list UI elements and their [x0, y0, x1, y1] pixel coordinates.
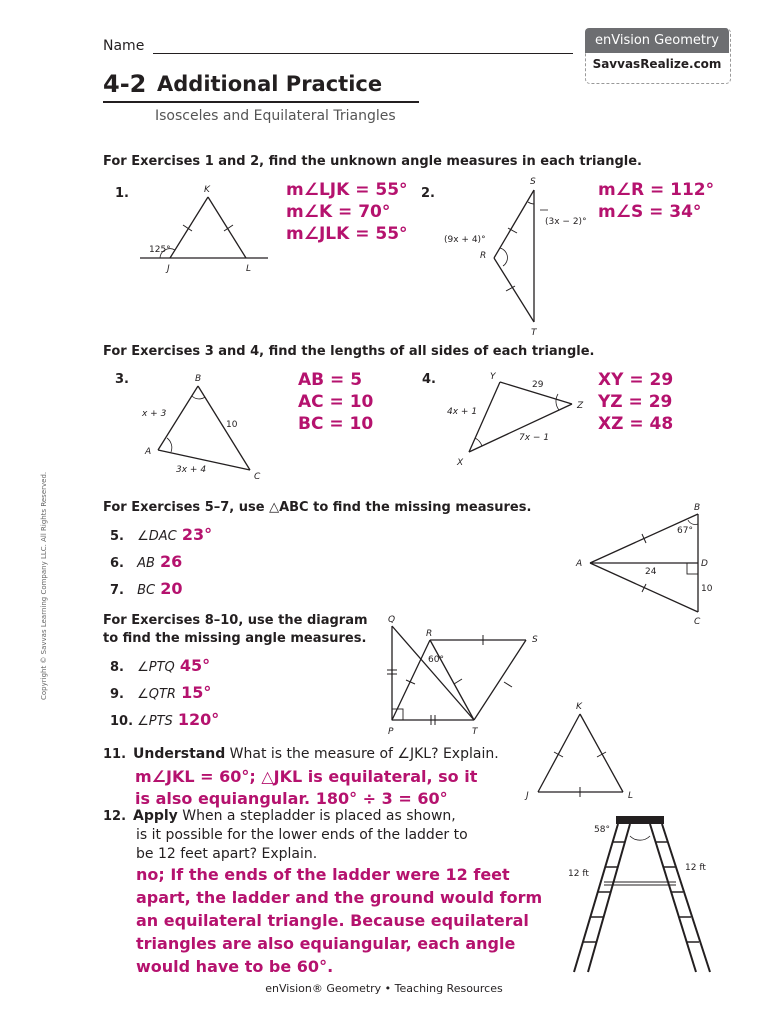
section4-instruction-line2: to find the missing angle measures.	[103, 631, 367, 646]
ex3-label-b: B	[195, 374, 202, 384]
lesson-number: 4-2	[103, 70, 147, 98]
ex5-7-label-ad: 24	[645, 567, 657, 577]
ex12-number: 12.	[103, 809, 127, 824]
ex1-label-k: K	[204, 185, 210, 195]
ex6-prompt: AB	[137, 556, 155, 571]
ex7-number: 7.	[110, 583, 124, 598]
ex5-number: 5.	[110, 529, 124, 544]
ex5-7-label-angle-b: 67°	[677, 526, 693, 536]
ex5-7-label-d: D	[701, 559, 708, 569]
ex3-answers	[298, 369, 373, 435]
ex3-answer-3: BC = 10	[298, 414, 374, 434]
ex5-7-triangle-diagram	[570, 500, 750, 630]
ex7-prompt: BC	[137, 583, 156, 598]
ex4-label-yz: 29	[532, 380, 544, 390]
ex1-triangle-diagram	[140, 180, 280, 275]
ex1-label-angle: 125°	[149, 245, 171, 255]
ex3-label-c: C	[254, 472, 261, 482]
ex7-answer: 20	[160, 579, 183, 598]
ex11-question-text: What is the measure of ∠JKL? Explain.	[229, 746, 499, 762]
ex3-label-bc: 10	[226, 420, 238, 430]
page-subtitle: Isosceles and Equilateral Triangles	[155, 108, 396, 124]
ex4-answer-3: XZ = 48	[598, 414, 674, 434]
stepladder-label-angle: 58°	[594, 825, 610, 835]
ex4-label-y: Y	[490, 372, 496, 382]
ex11-answer-line2: is also equiangular. 180° ÷ 3 = 60°	[135, 789, 448, 808]
ex3-number: 3.	[115, 372, 129, 387]
section2-instruction: For Exercises 3 and 4, find the lengths of all sides of each triangle.	[103, 344, 595, 359]
ex10-answer: 120°	[177, 710, 220, 729]
ex4-label-x: X	[457, 458, 464, 468]
ex9-row	[110, 683, 219, 710]
ex1-answer-3: m∠JLK = 55°	[286, 224, 408, 244]
ex3-label-ab: x + 3	[142, 409, 167, 419]
name-line[interactable]	[153, 53, 573, 54]
ex11-question	[103, 746, 499, 762]
ex4-label-xy: 4x + 1	[447, 407, 478, 417]
page-title: Additional Practice	[157, 72, 383, 96]
ex5-7-label-dc: 10	[701, 584, 713, 594]
ex4-triangle-diagram	[445, 368, 595, 473]
ex9-number: 9.	[110, 687, 124, 702]
ex12-keyword: Apply	[133, 808, 178, 824]
ex12-answer-line1: no; If the ends of the ladder were 12 feet	[136, 865, 510, 884]
ex2-answers	[598, 179, 714, 223]
ex6-number: 6.	[110, 556, 124, 571]
section3-instruction: For Exercises 5–7, use △ABC to find the missing measures.	[103, 500, 532, 515]
ex7-row	[110, 579, 212, 606]
name-label: Name	[103, 38, 145, 54]
ex4-answers	[598, 369, 673, 435]
ex8-10-label-q: Q	[388, 615, 396, 625]
ex11-number: 11.	[103, 747, 127, 762]
ex2-label-s: S	[530, 177, 536, 187]
stepladder-label-right: 12 ft	[685, 863, 706, 873]
ex5-row	[110, 525, 212, 552]
ex11-label-l: L	[628, 791, 634, 801]
ex9-answer: 15°	[181, 683, 212, 702]
ex1-answer-2: m∠K = 70°	[286, 202, 391, 222]
ex1-number: 1.	[115, 186, 129, 201]
stepladder-label-left: 12 ft	[568, 869, 589, 879]
ex9-prompt: ∠QTR	[137, 687, 176, 702]
ex10-prompt: ∠PTS	[137, 714, 173, 729]
ex1-answers	[286, 179, 408, 245]
ex3-answer-2: AC = 10	[298, 392, 374, 412]
ex11-triangle-diagram	[520, 700, 650, 805]
brand-logo: enVision Geometry	[585, 28, 729, 53]
ex5-7-label-b: B	[694, 503, 701, 513]
ex5-7-label-a: A	[576, 559, 583, 569]
ex8-10-label-angle-r: 60°	[428, 655, 444, 665]
ex3-label-a: A	[145, 447, 152, 457]
ex1-label-j: J	[167, 264, 170, 274]
ex4-number: 4.	[422, 372, 436, 387]
section4-instruction	[103, 612, 368, 648]
ex12-question	[103, 807, 468, 864]
ex5-7-label-c: C	[694, 617, 701, 627]
ex3-triangle-diagram	[140, 370, 280, 485]
ex8-row	[110, 656, 219, 683]
section3-items	[110, 525, 212, 606]
ex3-answer-1: AB = 5	[298, 370, 363, 390]
ex11-answer	[135, 766, 477, 810]
ex8-10-label-p: P	[388, 727, 394, 737]
ex2-number: 2.	[421, 186, 435, 201]
section4-instruction-line1: For Exercises 8–10, use the diagram	[103, 613, 368, 628]
ex5-prompt: ∠DAC	[137, 529, 177, 544]
copyright-notice: Copyright © Savvas Learning Company LLC. All Rights Reserved.	[40, 471, 48, 700]
ex2-label-t: T	[531, 328, 537, 338]
ex6-row	[110, 552, 212, 579]
ex2-answer-2: m∠S = 34°	[598, 202, 702, 222]
ex1-answer-1: m∠LJK = 55°	[286, 180, 408, 200]
title-rule	[103, 101, 419, 103]
stepladder-diagram	[560, 812, 730, 982]
ex12-answer	[136, 863, 542, 978]
ex11-label-k: K	[576, 702, 582, 712]
ex12-question-line3: be 12 feet apart? Explain.	[136, 846, 318, 862]
ex2-label-angle-s: (3x − 2)°	[545, 217, 587, 227]
ex4-label-xz: 7x − 1	[519, 433, 550, 443]
ex12-question-line2: is it possible for the lower ends of the ladder to	[136, 827, 468, 843]
ex3-label-ac: 3x + 4	[176, 465, 207, 475]
ex8-number: 8.	[110, 660, 124, 675]
ex11-label-j: J	[526, 791, 529, 801]
ex8-prompt: ∠PTQ	[137, 660, 175, 675]
ex11-answer-line1: m∠JKL = 60°; △JKL is equilateral, so it	[135, 767, 478, 786]
ex4-label-z: Z	[577, 401, 584, 411]
section4-items	[110, 656, 219, 737]
ex12-answer-line5: would have to be 60°.	[136, 957, 334, 976]
ex10-number: 10.	[110, 714, 134, 729]
ex2-label-r: R	[480, 251, 487, 261]
brand-url[interactable]: SavvasRealize.com	[592, 57, 722, 71]
ex12-answer-line4: triangles are also equiangular, each angle	[136, 934, 516, 953]
section1-instruction: For Exercises 1 and 2, find the unknown angle measures in each triangle.	[103, 154, 642, 169]
ex1-label-l: L	[246, 264, 252, 274]
ex2-triangle-diagram	[440, 172, 600, 342]
ex5-answer: 23°	[181, 525, 213, 544]
ex4-answer-2: YZ = 29	[598, 392, 673, 412]
ex8-answer: 45°	[179, 656, 211, 675]
ex8-10-label-r: R	[426, 629, 433, 639]
ex6-answer: 26	[160, 552, 183, 571]
ex2-answer-1: m∠R = 112°	[598, 180, 715, 200]
ex2-label-angle-r: (9x + 4)°	[444, 235, 486, 245]
ex11-keyword: Understand	[133, 746, 226, 762]
ex4-answer-1: XY = 29	[598, 370, 674, 390]
ex12-answer-line2: apart, the ladder and the ground would form	[136, 888, 543, 907]
ex12-answer-line3: an equilateral triangle. Because equilateral	[136, 911, 529, 930]
ex8-10-label-t: T	[472, 727, 478, 737]
ex12-question-line1: When a stepladder is placed as shown,	[182, 808, 456, 824]
ex10-row	[110, 710, 219, 737]
page-footer: enVision® Geometry • Teaching Resources	[265, 982, 503, 995]
ex8-10-label-s: S	[532, 635, 538, 645]
